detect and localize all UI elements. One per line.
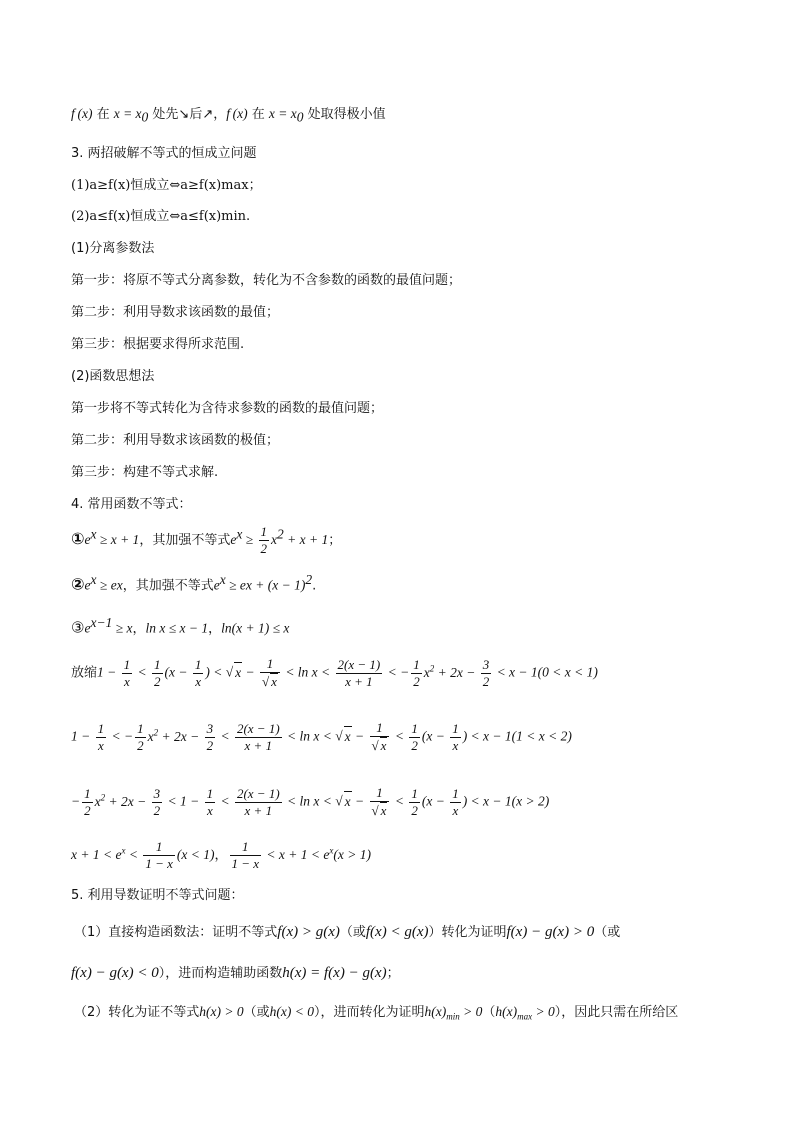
math: x = x bbox=[113, 106, 142, 121]
extremum-line bbox=[71, 104, 386, 128]
method-1-step-3: 第三步：根据要求得所求范围. bbox=[71, 337, 245, 352]
section-5-heading: 5. 利用导数证明不等式问题： bbox=[71, 888, 244, 903]
scaling-chain-1: 放缩1 − $\frac{1}{x}$ < $\frac{1}{2}$ (x − $\frac{1}{x}$ ) < √ x − $\frac{1}{√ x}$ < ln x < $\frac{2(x - 1)}{x + 1}$ < − $\frac{1}{2}$ $x^2 + 2x$ − $\frac{3}{2}$ < x − 1(0 < x < 1) bbox=[71, 656, 598, 689]
method-2-step-1: 第一步将不等式转化为含待求参数的函数的最值问题； bbox=[71, 401, 384, 416]
math: x bbox=[90, 572, 97, 587]
method-2-step-3: 第三步：构建不等式求解. bbox=[71, 465, 219, 480]
math: x bbox=[236, 526, 243, 542]
math: ≥ x + 1 bbox=[96, 532, 140, 547]
math: x = x bbox=[268, 106, 297, 121]
method-1-step-2: 第二步：利用导数求该函数的最值； bbox=[71, 305, 280, 320]
proof-method-2: （2）转化为证不等式h(x) > 0（或h(x) < 0），进而转化为证明$h(x)_{min} > 0(h(x)_{max} > 0)$，因此只需在所给区 bbox=[74, 1004, 679, 1022]
text: . bbox=[312, 578, 317, 594]
proof-method-1: （1）直接构造函数法：证明不等式f(x) > g(x)（或f(x) < g(x)）转化为证明f(x) − g(x) > 0（或 bbox=[74, 924, 621, 940]
math: e bbox=[84, 532, 91, 547]
math: 0 bbox=[141, 109, 149, 125]
text: ； bbox=[386, 966, 400, 981]
text: 在 bbox=[92, 107, 114, 122]
text: ， bbox=[208, 621, 222, 637]
scaling-chain-3: − $\frac{1}{2}$ $x^2 + 2x$ − $\frac{3}{2}$ < 1 − $\frac{1}{x}$ < $\frac{2(x - 1)}{x + 1}$ < ln x < √ x − $\frac{1}{√ x}$ < $\frac{1}{2}$ (x − $\frac{1}{x}$ ) < x − 1(x > 2) bbox=[71, 785, 550, 818]
text: ； bbox=[328, 533, 342, 548]
text: （或 bbox=[594, 925, 621, 940]
method-1-heading: (1)分离参数法 bbox=[71, 241, 155, 256]
method-2-heading: (2)函数思想法 bbox=[71, 369, 155, 384]
math: 2 bbox=[277, 526, 284, 542]
text: （2）转化为证不等式 bbox=[74, 1005, 200, 1020]
text: ），因此只需在所给区 bbox=[554, 1005, 679, 1020]
math: ≥ ex bbox=[96, 577, 123, 593]
method-1-step-1: 第一步：将原不等式分离参数，转化为不含参数的函数的最值问题； bbox=[71, 273, 462, 288]
math: e bbox=[84, 620, 91, 636]
math: 2 bbox=[260, 541, 267, 556]
text: 处先↘后↗， bbox=[148, 107, 227, 122]
math: e bbox=[84, 577, 91, 593]
math: x bbox=[90, 526, 97, 542]
math: f (x) bbox=[71, 106, 93, 121]
text: 放缩 bbox=[71, 665, 98, 681]
text: 处取得极小值 bbox=[303, 107, 386, 122]
math: 0 bbox=[296, 109, 304, 125]
math: e bbox=[230, 532, 237, 547]
text: （或 bbox=[243, 1005, 270, 1020]
inequality-1 bbox=[71, 524, 341, 557]
math: e bbox=[213, 577, 220, 593]
exponential-bounds: $x + 1 < e^x$ < $\frac{1}{1 - x}$ (x < 1)， $\frac{1}{1 - x}$ < $x + 1 < e^x(x > 1)$ bbox=[71, 839, 371, 871]
text: ），进而转化为证明 bbox=[313, 1005, 425, 1020]
math: ≥ ex + (x − 1) bbox=[225, 577, 306, 593]
math: ≥ x bbox=[112, 620, 133, 636]
condition-1: (1)a≥f(x)恒成立⇔a≥f(x)max； bbox=[71, 178, 262, 193]
circled-number: ① bbox=[71, 529, 85, 548]
scaling-chain-2: 1 − $\frac{1}{x}$ < − $\frac{1}{2}$ $x^2 + 2x$ − $\frac{3}{2}$ < $\frac{2(x - 1)}{x + 1}$ < ln x < √ x − $\frac{1}{√ x}$ < $\frac{1}{2}$ (x − $\frac{1}{x}$ ) < x − 1(1 < x < 2) bbox=[71, 720, 572, 753]
inequality-3 bbox=[71, 613, 289, 639]
text: 在 bbox=[247, 107, 269, 122]
math: ≥ bbox=[242, 532, 257, 547]
math: + x + 1 bbox=[283, 532, 329, 547]
circled-number: ③ bbox=[71, 618, 85, 637]
circled-number: ② bbox=[71, 574, 85, 594]
math: ln x ≤ x − 1 bbox=[145, 620, 209, 636]
section-3-heading: 3. 两招破解不等式的恒成立问题 bbox=[71, 146, 257, 161]
proof-method-1-cont: f(x) − g(x) < 0），进而构造辅助函数h(x) = f(x) − g(x)； bbox=[71, 965, 400, 981]
text: ），进而构造辅助函数 bbox=[158, 966, 283, 981]
math: 2 bbox=[305, 572, 313, 587]
condition-2: (2)a≤f(x)恒成立⇔a≤f(x)min. bbox=[71, 209, 251, 224]
math: ln(x + 1) ≤ x bbox=[221, 620, 290, 636]
text: ， bbox=[132, 621, 146, 637]
text: （或 bbox=[339, 925, 366, 940]
method-2-step-2: 第二步：利用导数求该函数的极值； bbox=[71, 433, 280, 448]
text: ）转化为证明 bbox=[428, 925, 507, 940]
math: x bbox=[219, 572, 226, 587]
text: （ bbox=[482, 1005, 496, 1020]
text: （1）直接构造函数法：证明不等式 bbox=[74, 925, 278, 940]
inequality-2 bbox=[71, 570, 316, 596]
math: x bbox=[271, 532, 277, 547]
fraction bbox=[259, 524, 270, 557]
math: f (x) bbox=[226, 106, 248, 121]
section-4-heading: 4. 常用函数不等式： bbox=[71, 497, 192, 512]
math: x−1 bbox=[90, 615, 113, 630]
text: ，其加强不等式 bbox=[122, 578, 214, 594]
math: 1 bbox=[260, 524, 267, 539]
text: ，其加强不等式 bbox=[139, 533, 231, 548]
